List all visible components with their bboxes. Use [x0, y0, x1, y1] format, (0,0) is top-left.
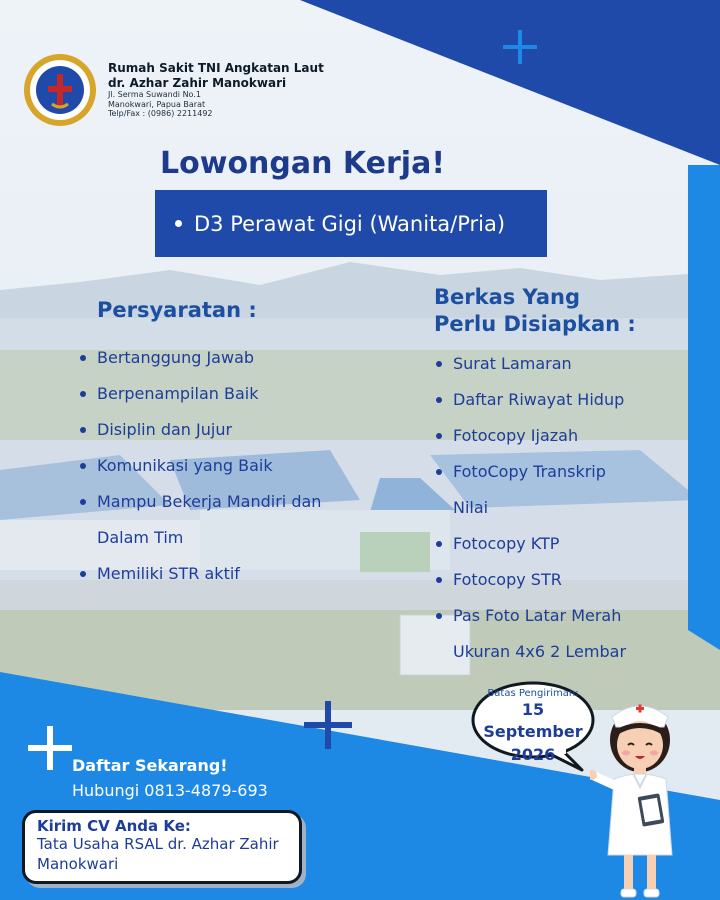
deadline-label: Batas Pengiriman: [487, 688, 579, 699]
documents-list [436, 346, 626, 670]
hospital-info [108, 61, 324, 119]
hospital-name-1: Rumah Sakit TNI Angkatan Laut [108, 61, 324, 76]
list-item: Memiliki STR aktif [80, 556, 321, 592]
list-item: FotoCopy Transkrip [436, 454, 626, 490]
send-cv-title: Kirim CV Anda Ke: [37, 817, 191, 835]
hospital-logo-icon [22, 52, 98, 128]
position-label: D3 Perawat Gigi (Wanita/Pria) [194, 211, 506, 236]
call-to-action [72, 756, 268, 800]
list-item: Bertanggung Jawab [80, 340, 321, 376]
deadline-box [470, 688, 596, 766]
deadline-date-1: 15 September [483, 700, 583, 742]
list-item: Mampu Bekerja Mandiri dan [80, 484, 321, 520]
hospital-header [22, 52, 324, 128]
requirements-title: Persyaratan : [97, 298, 257, 322]
list-item: Fotocopy KTP [436, 526, 626, 562]
page-title: Lowongan Kerja! [160, 146, 445, 181]
documents-title-line1: Berkas Yang [434, 285, 580, 309]
list-item: Disiplin dan Jujur [80, 412, 321, 448]
list-item-continued: Dalam Tim [97, 528, 184, 547]
plus-icon [28, 726, 72, 770]
list-item-continued: Nilai [453, 498, 489, 517]
documents-title-line2: Perlu Disiapkan : [434, 312, 636, 337]
plus-icon [304, 701, 352, 749]
list-item: Surat Lamaran [436, 346, 626, 382]
documents-title [434, 284, 636, 339]
hospital-city: Manokwari, Papua Barat [108, 99, 206, 109]
list-item: Berpenampilan Baik [80, 376, 321, 412]
deadline-date-2: 2026 [510, 744, 556, 764]
position-box [155, 190, 547, 257]
send-cv-line2: Manokwari [37, 854, 119, 873]
list-item: Komunikasi yang Baik [80, 448, 321, 484]
hospital-phone: Telp/Fax : (0986) 2211492 [108, 109, 213, 119]
list-item: Daftar Riwayat Hidup [436, 382, 626, 418]
contact-text[interactable]: Hubungi 0813-4879-693 [72, 781, 268, 800]
list-item-continued: Ukuran 4x6 2 Lembar [453, 642, 627, 661]
requirements-list [80, 340, 321, 592]
hospital-address: Jl. Serma Suwandi No.1 [108, 90, 201, 99]
nurse-illustration-icon [590, 695, 690, 900]
list-item: Fotocopy Ijazah [436, 418, 626, 454]
list-item: Pas Foto Latar Merah [436, 598, 626, 634]
hospital-name-2: dr. Azhar Zahir Manokwari [108, 75, 287, 90]
send-cv-box [22, 810, 302, 884]
plus-icon [503, 30, 537, 64]
register-text: Daftar Sekarang! [72, 756, 228, 775]
send-cv-line1: Tata Usaha RSAL dr. Azhar Zahir [37, 835, 279, 853]
bullet [175, 220, 182, 227]
list-item: Fotocopy STR [436, 562, 626, 598]
